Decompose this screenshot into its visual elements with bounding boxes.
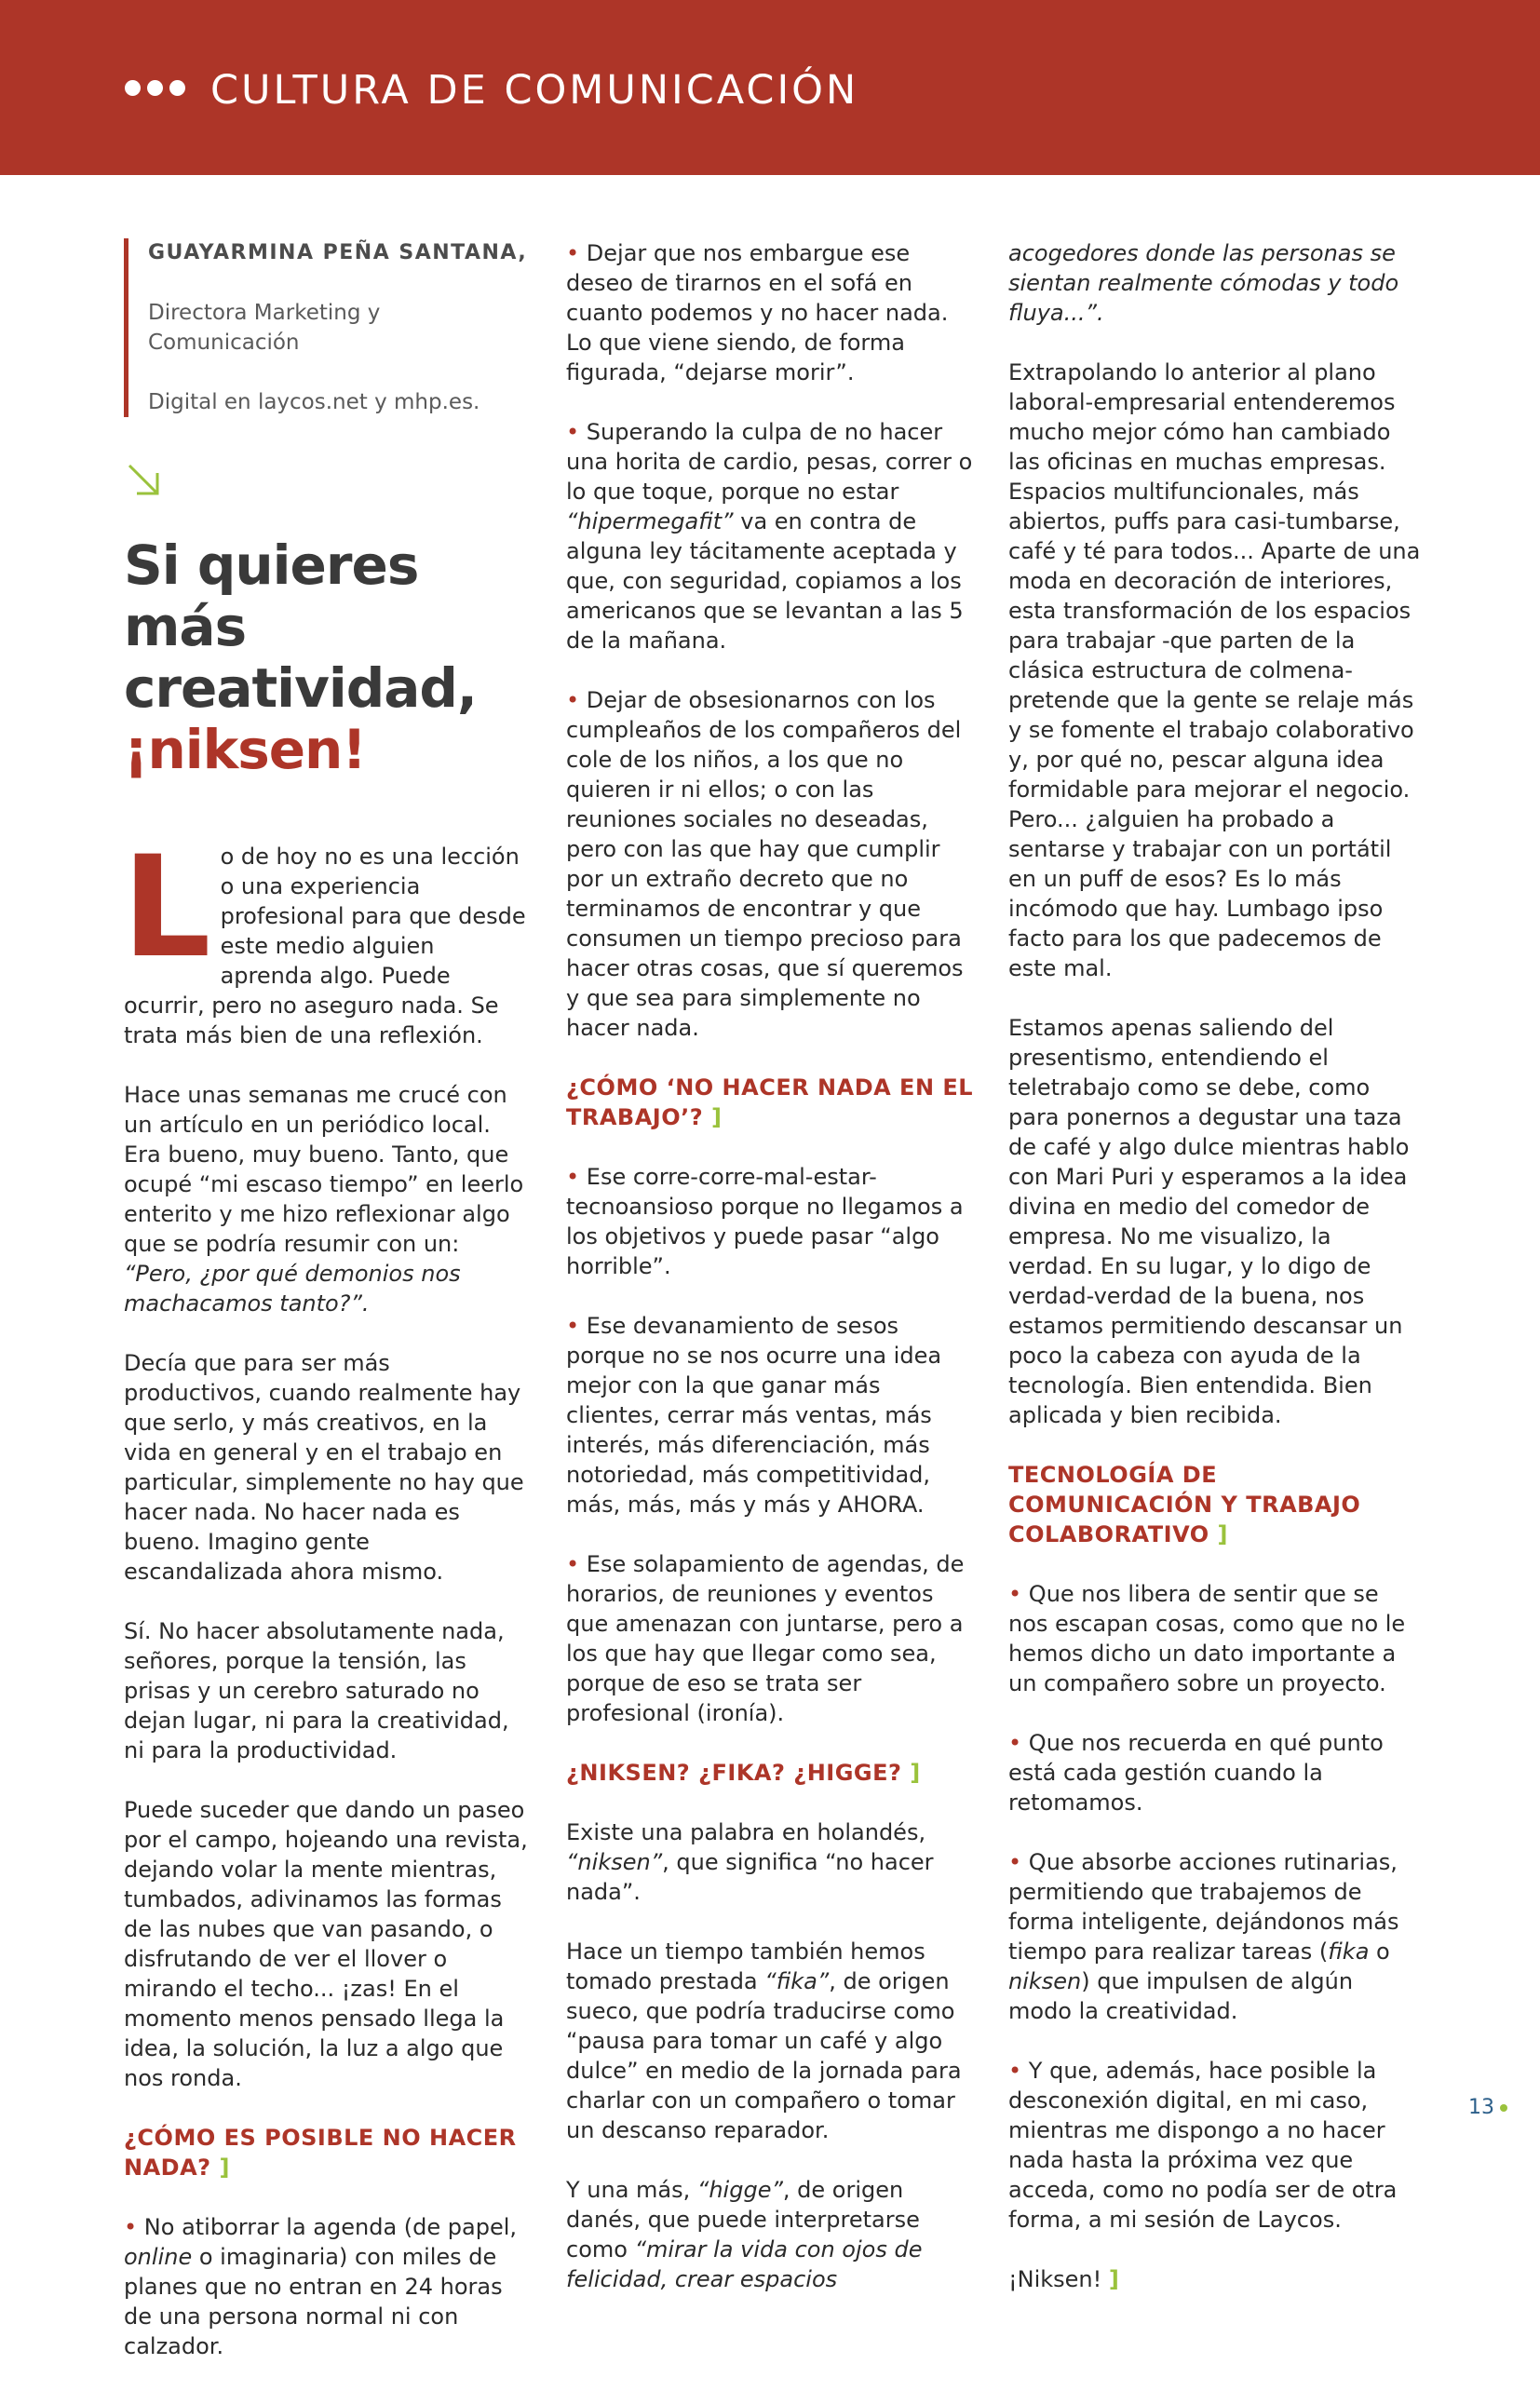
three-dots-icon <box>125 80 192 100</box>
paragraph: Sí. No hacer absolutamente nada, señores, porque la tensión, las prisas y un cerebro saturado no dejan lugar, ni para la creatividad, ni para la productividad. <box>124 1618 509 1763</box>
subheading: ¿CÓMO ‘NO HACER NADA EN EL TRABAJO’? ] <box>566 1074 974 1130</box>
subheading: TECNOLOGÍA DE COMUNICACIÓN Y TRABAJO COLABORATIVO ] <box>1008 1462 1361 1547</box>
column-1 <box>124 238 534 2391</box>
author-name: GUAYARMINA PEÑA SANTANA, <box>148 241 528 264</box>
section-title: CULTURA DE COMUNICACIÓN <box>210 67 859 114</box>
paragraph: Y una más, “higge”, de origen danés, que puede interpretarse como “mirar la vida con ojos de felicidad, crear espacios <box>566 2177 923 2292</box>
arrow-down-right-icon <box>124 460 165 501</box>
paragraph: Hace un tiempo también hemos tomado prestada “fika”, de origen sueco, que podría traducirse como “pausa para tomar un café y algo dulce” en medio de la jornada para charlar con un compañero o tomar un descanso reparador. <box>566 1938 962 2143</box>
paragraph: Decía que para ser más productivos, cuando realmente hay que serlo, y más creativos, en la vida en general y en el trabajo en particular, simplemente no hay que hacer nada. No hacer nada es bueno. Imagino gente escandalizada ahora mismo. <box>124 1350 524 1585</box>
headline-line-2: creatividad, <box>124 656 477 720</box>
bullet-item: • No atiborrar la agenda (de papel, online o imaginaria) con miles de planes que no entran en 24 horas de una persona normal ni con calzador. <box>124 2214 518 2359</box>
closing-line: ¡Niksen! ] <box>1008 2266 1119 2292</box>
section-header <box>0 0 1540 175</box>
author-role-line-1: Directora Marketing y Comunicación <box>148 301 381 355</box>
drop-cap: L <box>122 827 211 989</box>
headline-line-3: ¡niksen! <box>124 718 366 781</box>
column-2 <box>566 238 979 2324</box>
paragraph: Hace unas semanas me crucé con un artículo en un periódico local. Era bueno, muy bueno. Tanto, que ocupé “mi escaso tiempo” en leerlo enterito y me hizo reflexionar algo que se podría resumir con un: “Pero, ¿por qué demonios nos machacamos tanto?”. <box>124 1082 524 1317</box>
paragraph: Puede suceder que dando un paseo por el campo, hojeando una revista, dejando volar la mente mientras, tumbados, adivinamos las formas de las nubes que van pasando, o disfrutando de ver el llover o mirando el techo... ¡zas! En el momento menos pensado llega la idea, la solución, la luz a algo que nos ronda. <box>124 1797 528 2091</box>
bullet-item: • Dejar de obsesionarnos con los cumpleaños de los compañeros del cole de los niños, a los que no quieren ir ni ellos; o con las reuniones sociales no deseadas, pero con las que hay que cumplir por un extraño decreto que no terminamos de encontrar y que consumen un tiempo precioso para hacer otras cosas, que sí queremos y que sea para simplemente no hacer nada. <box>566 687 964 1041</box>
bullet-item: • Ese devanamiento de sesos porque no se nos ocurre una idea mejor con la que ganar más clientes, cerrar más ventas, más interés, más diferenciación, más notoriedad, más competitividad, más, más, más y más y AHORA. <box>566 1313 942 1518</box>
intro-paragraph: Lo de hoy no es una lección o una experiencia profesional para que desde este medio alguien aprenda algo. Puede ocurrir, pero no aseguro nada. Se trata más bien de una reflexión. <box>122 827 526 1048</box>
bullet-item: • Que nos libera de sentir que se nos escapan cosas, como que no le hemos dicho un dato importante a un compañero sobre un proyecto. <box>1008 1581 1406 1696</box>
author-block <box>124 238 534 417</box>
article-headline <box>124 534 534 780</box>
paragraph: Estamos apenas saliendo del presentismo, entendiendo el teletrabajo como se debe, como para ponernos a degustar una taza de café y algo dulce mientras hablo con Mari Puri y esperamos a la idea divina en medio del comedor de empresa. No me visualizo, la verdad. En su lugar, y lo digo de verdad-verdad de la buena, nos estamos permitiendo descansar un poco la cabeza con ayuda de la tecnología. Bien entendida. Bien aplicada y bien recibida. <box>1008 1015 1410 1428</box>
bullet-item: • Y que, además, hace posible la desconexión digital, en mi caso, mientras me dispongo a no hacer nada hasta la próxima vez que acceda, como no podía ser de otra forma, a mi sesión de Laycos. <box>1008 2058 1398 2233</box>
subheading: ¿CÓMO ES POSIBLE NO HACER NADA? ] <box>124 2125 517 2181</box>
headline-line-1: Si quieres más <box>124 534 419 658</box>
bullet-item: • Que nos recuerda en qué punto está cada gestión cuando la retomamos. <box>1008 1730 1384 1816</box>
subheading: ¿NIKSEN? ¿FIKA? ¿HIGGE? ] <box>566 1760 921 1786</box>
page-number: 13 <box>1468 2096 1507 2119</box>
paragraph: Extrapolando lo anterior al plano laboral-empresarial entenderemos mucho mejor cómo han cambiado las oficinas en muchas empresas. Espacios multifuncionales, más abiertos, puffs para casi-tumbarse, café y té para todos... Aparte de una moda en decoración de interiores, esta transformación de los espacios para trabajar -que parten de la clásica estructura de colmena- pretende que la gente se relaje más y se fomente el trabajo colaborativo y, por qué no, pescar alguna idea formidable para mejorar el negocio. Pero... ¿alguien ha probado a sentarse y trabajar con un portátil en un puff de esos? Es lo más incómodo que hay. Lumbago ipso facto para los que padecemos de este mal. <box>1008 359 1421 981</box>
paragraph: Existe una palabra en holandés, “niksen”, que significa “no hacer nada”. <box>566 1819 934 1905</box>
bullet-item: • Que absorbe acciones rutinarias, permitiendo que trabajemos de forma inteligente, dejándonos más tiempo para realizar tareas (fika o niksen) que impulsen de algún modo la creatividad. <box>1008 1849 1399 2024</box>
bullet-item: • Superando la culpa de no hacer una horita de cardio, pesas, correr o lo que toque, porque no estar “hipermegafit” va en contra de alguna ley tácitamente aceptada y que, con seguridad, copiamos a los americanos que se levantan a las 5 de la mañana. <box>566 419 973 654</box>
bullet-item: • Ese solapamiento de agendas, de horarios, de reuniones y eventos que amenazan con juntarse, pero a los que hay que llegar como sea, porque de eso se trata ser profesional (ironía). <box>566 1551 965 1726</box>
column-3 <box>1008 238 1422 2324</box>
bullet-item: • Dejar que nos embargue ese deseo de tirarnos en el sofá en cuanto podemos y no hacer nada. Lo que viene siendo, de forma figurada, “dejarse morir”. <box>566 240 949 385</box>
paragraph: acogedores donde las personas se sientan realmente cómodas y todo fluya...”. <box>1008 240 1399 326</box>
author-role-line-2: Digital en laycos.net y mhp.es. <box>148 390 480 414</box>
page-dot-icon <box>1500 2104 1507 2112</box>
bullet-item: • Ese corre-corre-mal-estar-tecnoansioso porque no llegamos a los objetivos y puede pasar “algo horrible”. <box>566 1164 964 1279</box>
